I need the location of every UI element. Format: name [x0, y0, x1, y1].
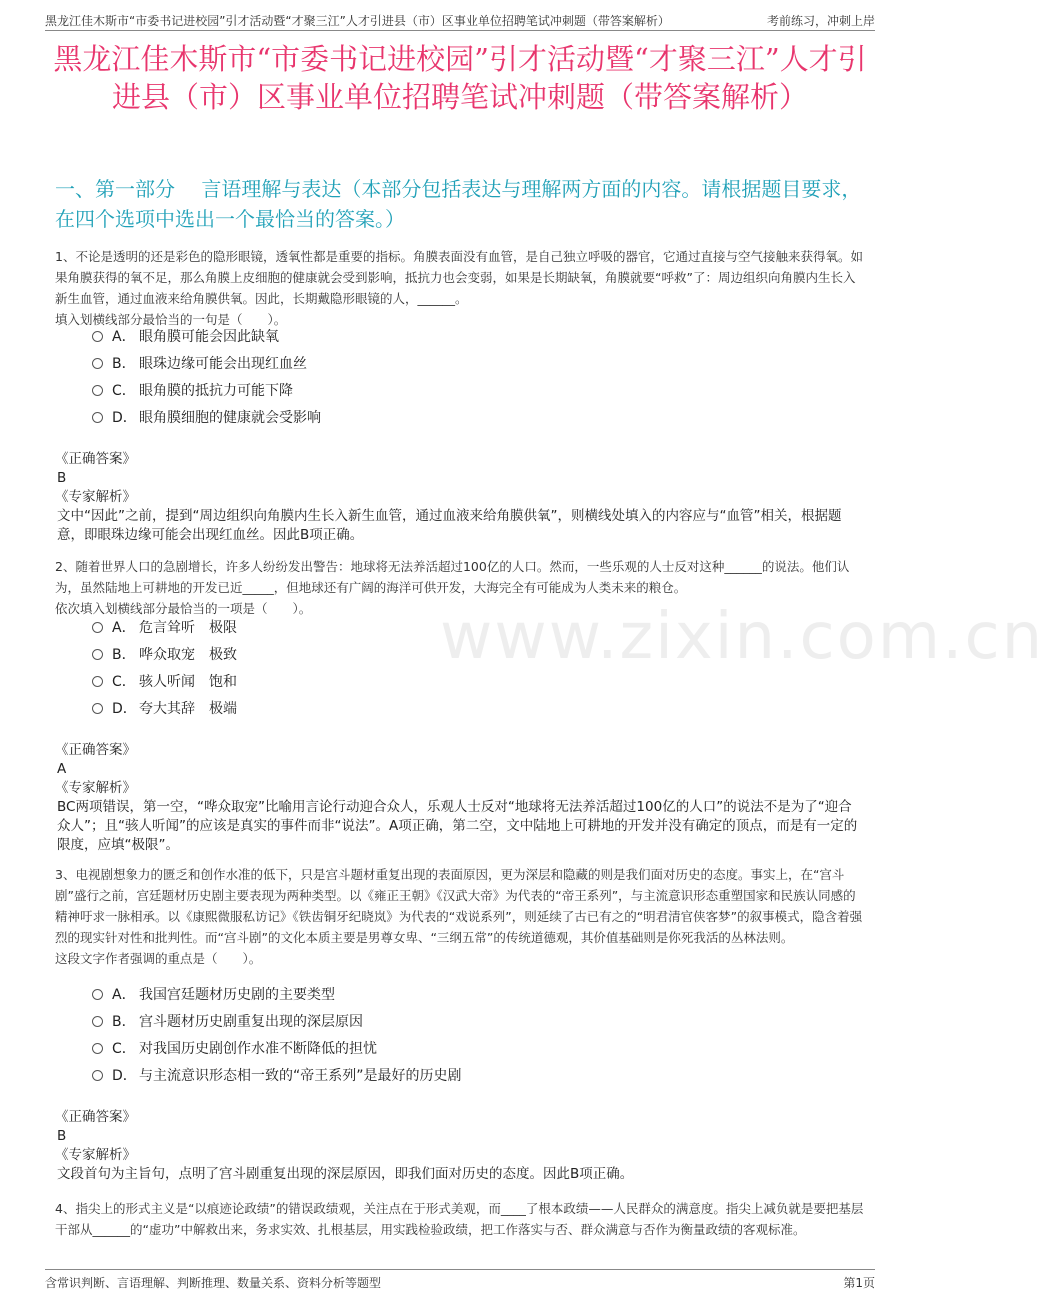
question-2-options	[92, 615, 237, 723]
question-1-options	[92, 324, 321, 432]
radio-icon[interactable]	[92, 385, 103, 396]
option-d[interactable]: D． 与主流意识形态相一致的“帝王系列”是最好的历史剧	[92, 1063, 462, 1090]
question-2-prompt: 依次填入划横线部分最恰当的一项是（ ）。	[55, 601, 312, 616]
document-title: 黑龙江佳木斯市“市委书记进校园”引才活动暨“才聚三江”人才引进县（市）区事业单位招聘笔试冲刺题（带答案解析）	[53, 42, 867, 114]
radio-icon[interactable]	[92, 412, 103, 423]
question-3-stem: 3、电视剧想象力的匮乏和创作水准的低下，只是宫斗题材重复出现的表面原因，更为深层和隐藏的则是我们面对历史的态度。事实上，在“宫斗剧”盛行之前，宫廷题材历史剧主要表现为两种类型。以《雍正王朝》《汉武大帝》为代表的“帝王系列”，与主流意识形态重塑国家和民族认同感的精神吁求一脉相承。以《康熙微服私访记》《铁齿铜牙纪晓岚》为代表的“戏说系列”，则延续了古已有之的“明君清官侠客梦”的叙事模式，隐含着强烈的现实针对性和批判性。而“宫斗剧”的文化本质主要是男尊女卑、“三纲五常”的传统道德观，其价值基础则是你死我活的丛林法则。 这段文字作者强调的重点是（ ）。	[55, 867, 863, 966]
analysis-label: 《专家解析》	[55, 489, 136, 505]
section-heading: 一、第一部分 言语理解与表达（本部分包括表达与理解两方面的内容。请根据题目要求，在四个选项中选出一个最恰当的答案。）	[55, 177, 862, 231]
radio-icon[interactable]	[92, 1043, 103, 1054]
header-left-text: 黑龙江佳木斯市“市委书记进校园”引才活动暨“才聚三江”人才引进县（市）区事业单位招聘笔试冲刺题（带答案解析）	[45, 14, 670, 28]
analysis-text: 文段首句为主旨句，点明了宫斗剧重复出现的深层原因，即我们面对历史的态度。因此B项正确。	[57, 1166, 634, 1182]
radio-icon[interactable]	[92, 1070, 103, 1081]
option-a[interactable]: A． 我国宫廷题材历史剧的主要类型	[92, 982, 462, 1009]
question-1-prompt: 填入划横线部分最恰当的一句是（ ）。	[55, 312, 287, 327]
answer-value: B	[57, 1128, 67, 1144]
radio-icon[interactable]	[92, 331, 103, 342]
question-3-options	[92, 982, 462, 1090]
answer-value: A	[57, 761, 67, 777]
footer-left-text: 含常识判断、言语理解、判断推理、数量关系、资料分析等题型	[45, 1276, 382, 1290]
option-b[interactable]: B． 哗众取宠 极致	[92, 642, 237, 669]
answer-label: 《正确答案》	[55, 742, 136, 758]
page-footer	[45, 1269, 875, 1290]
answer-value: B	[57, 470, 67, 486]
analysis-text: BC两项错误，第一空，“哗众取宠”比喻用言论行动迎合众人，乐观人士反对“地球将无法养活超过100亿的人口”的说法不是为了“迎合众人”；且“骇人听闻”的应该是真实的事件而非“说法”。A项正确，第二空，文中陆地上可耕地的开发并没有确定的顶点，而是有一定的限度，应填“极限”。	[57, 799, 858, 853]
question-3-answer	[55, 1108, 865, 1184]
page-number: 第1页	[843, 1276, 875, 1290]
radio-icon[interactable]	[92, 676, 103, 687]
answer-label: 《正确答案》	[55, 451, 136, 467]
answer-label: 《正确答案》	[55, 1109, 136, 1125]
question-3-prompt: 这段文字作者强调的重点是（ ）。	[55, 951, 262, 966]
question-2-answer	[55, 741, 865, 855]
option-b[interactable]: B． 宫斗题材历史剧重复出现的深层原因	[92, 1009, 462, 1036]
header-right-text: 考前练习，冲刺上岸	[766, 14, 875, 28]
option-c[interactable]: C． 对我国历史剧创作水准不断降低的担忧	[92, 1036, 462, 1063]
option-b[interactable]: B． 眼珠边缘可能会出现红血丝	[92, 351, 321, 378]
option-d[interactable]: D． 夸大其辞 极端	[92, 696, 237, 723]
analysis-label: 《专家解析》	[55, 780, 136, 796]
analysis-text: 文中“因此”之前，提到“周边组织向角膜内生长入新生血管，通过血液来给角膜供氧”，则横线处填入的内容应与“血管”相关，根据题意，即眼珠边缘可能会出现红血丝。因此B项正确。	[57, 508, 842, 543]
radio-icon[interactable]	[92, 649, 103, 660]
option-c[interactable]: C． 眼角膜的抵抗力可能下降	[92, 378, 321, 405]
question-1-answer	[55, 450, 865, 545]
analysis-label: 《专家解析》	[55, 1147, 136, 1163]
radio-icon[interactable]	[92, 358, 103, 369]
page-header	[45, 10, 875, 31]
option-c[interactable]: C． 骇人听闻 饱和	[92, 669, 237, 696]
option-a[interactable]: A． 眼角膜可能会因此缺氧	[92, 324, 321, 351]
radio-icon[interactable]	[92, 703, 103, 714]
question-1-stem: 1、不论是透明的还是彩色的隐形眼镜，透氧性都是重要的指标。角膜表面没有血管，是自己独立呼吸的器官，它通过直接与空气接触来获得氧。如果角膜获得的氧不足，那么角膜上皮细胞的健康就会受到影响，抵抗力也会变弱，如果是长期缺氧，角膜就要“呼救”了：周边组织向角膜内生长入新生血管，通过血液来给角膜供氧。因此，长期戴隐形眼镜的人，______。 填入划横线部分最恰当的一句是（ ）。	[55, 249, 863, 327]
question-2-stem: 2、随着世界人口的急剧增长，许多人纷纷发出警告：地球将无法养活超过100亿的人口。然而，一些乐观的人士反对这种______的说法。他们认为，虽然陆地上可耕地的开发已近_____，但地球还有广阔的海洋可供开发，大海完全有可能成为人类未来的粮仓。 依次填入划横线部分最恰当的一项是（ ）。	[55, 559, 850, 616]
option-d[interactable]: D． 眼角膜细胞的健康就会受影响	[92, 405, 321, 432]
question-4-stem: 4、指尖上的形式主义是“以痕迹论政绩”的错误政绩观，关注点在于形式美观，而____了根本政绩——人民群众的满意度。指尖上减负就是要把基层干部从______的“虚功”中解救出来，务求实效、扎根基层，用实践检验政绩，把工作落实与否、群众满意与否作为衡量政绩的客观标准。	[55, 1201, 864, 1237]
radio-icon[interactable]	[92, 989, 103, 1000]
option-a[interactable]: A． 危言耸听 极限	[92, 615, 237, 642]
watermark: www.zixin.com.cn	[440, 600, 1044, 674]
radio-icon[interactable]	[92, 622, 103, 633]
radio-icon[interactable]	[92, 1016, 103, 1027]
